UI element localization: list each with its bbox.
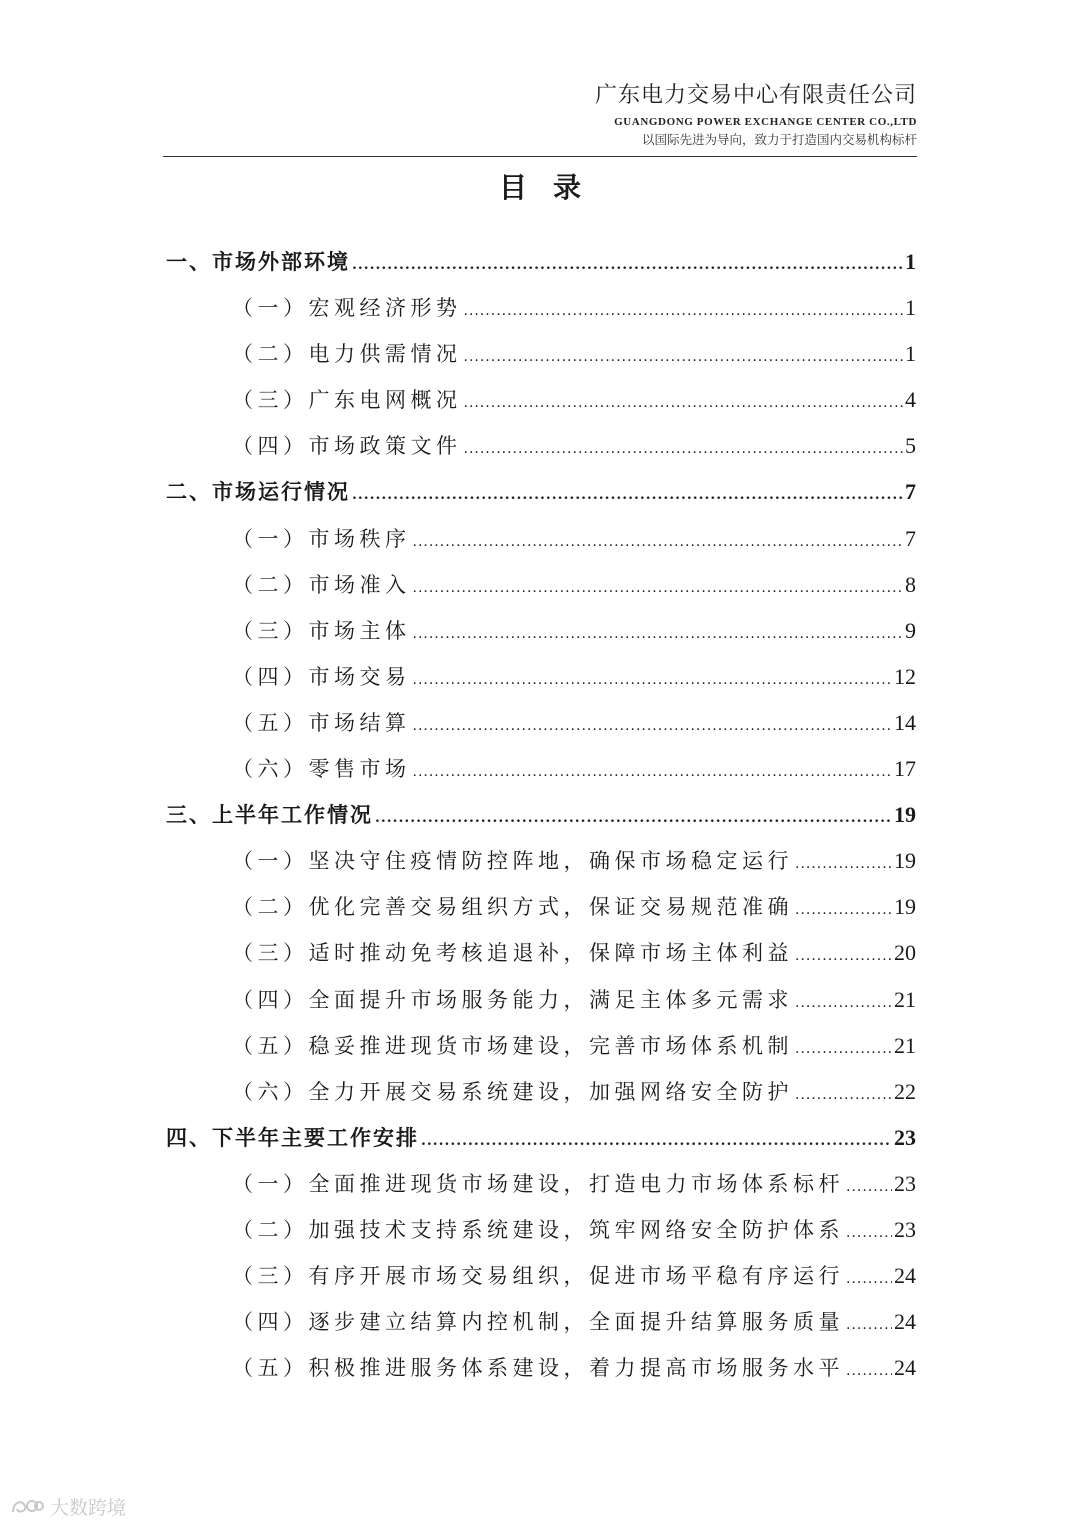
toc-dot-leader [464,380,904,426]
toc-section-entry[interactable] [166,1023,916,1069]
toc-section-entry[interactable] [166,1069,916,1115]
toc-page-number: 19 [894,802,916,828]
toc-dot-leader [413,749,893,795]
watermark-text: 大数跨境 [50,1497,127,1519]
header-divider [163,156,917,157]
toc-page-number: 24 [894,1263,916,1289]
toc-section-entry[interactable] [166,700,916,746]
toc-entry-label: （四）全面提升市场服务能力，满足主体多元需求 [232,987,793,1012]
toc-entry-label: （三）广东电网概况 [232,388,462,413]
toc-section-entry[interactable] [166,930,916,976]
toc-entry-label: （一）坚决守住疫情防控阵地，确保市场稳定运行 [232,849,793,874]
toc-section-entry[interactable] [166,1299,916,1345]
toc-page-number: 24 [894,1309,916,1335]
toc-section-entry[interactable] [166,654,916,700]
toc-page-number: 5 [905,433,916,459]
toc-dot-leader [413,565,904,611]
toc-entry-label: 二、市场运行情况 [166,480,350,505]
toc-page-number: 14 [894,709,916,735]
toc-dot-leader [464,334,904,380]
toc-dot-leader [352,242,903,288]
toc-section-entry[interactable] [166,562,916,608]
toc-section-entry[interactable] [166,1161,916,1207]
toc-entry-label: 四、下半年主要工作安排 [166,1125,419,1150]
toc-page-number: 21 [894,986,916,1012]
toc-entry-label: （二）优化完善交易组织方式，保证交易规范准确 [232,895,793,920]
toc-page-number: 21 [894,1032,916,1058]
toc-entry-label: （四）市场交易 [232,664,411,689]
watermark-logo-icon [10,1496,44,1518]
toc-chapter-entry[interactable] [166,469,916,515]
toc-entry-label: （五）市场结算 [232,710,411,735]
toc-page-number: 17 [894,756,916,782]
toc-dot-leader [413,519,904,565]
toc-section-entry[interactable] [166,1253,916,1299]
toc-entry-label: （五）积极推进服务体系建设，着力提高市场服务水平 [232,1356,844,1381]
company-english-name: GUANGDONG POWER EXCHANGE CENTER CO.,LTD [614,116,917,128]
toc-entry-label: （六）零售市场 [232,757,411,782]
toc-dot-leader [846,1302,892,1348]
toc-page-number: 24 [894,1355,916,1381]
toc-section-entry[interactable] [166,516,916,562]
toc-section-entry[interactable] [166,977,916,1023]
toc-entry-label: （二）加强技术支持系统建设，筑牢网络安全防护体系 [232,1217,844,1242]
toc-entry-label: （一）宏观经济形势 [232,296,462,321]
toc-chapter-entry[interactable] [166,1115,916,1161]
toc-entry-label: （三）市场主体 [232,618,411,643]
toc-dot-leader [413,611,904,657]
toc-page-number: 4 [905,387,916,413]
toc-section-entry[interactable] [166,285,916,331]
toc-page-number: 23 [894,1124,916,1150]
toc-page-number: 9 [905,617,916,643]
page-title: 目录 [498,171,607,204]
toc-page-number: 7 [905,479,916,505]
toc-entry-label: （六）全力开展交易系统建设，加强网络安全防护 [232,1079,793,1104]
toc-dot-leader [352,472,903,518]
toc-dot-leader [795,933,892,979]
toc-entry-label: （二）电力供需情况 [232,342,462,367]
company-slogan: 以国际先进为导向，致力于打造国内交易机构标杆 [641,132,917,147]
toc-dot-leader [464,288,904,334]
toc-dot-leader [846,1164,892,1210]
toc-dot-leader [413,657,893,703]
page-header [595,82,917,148]
table-of-contents [166,239,916,1391]
toc-entry-label: （二）市场准入 [232,572,411,597]
toc-page-number: 1 [905,341,916,367]
toc-entry-label: （一）全面推进现货市场建设，打造电力市场体系标杆 [232,1171,844,1196]
toc-page-number: 12 [894,663,916,689]
toc-page-number: 1 [905,295,916,321]
toc-dot-leader [846,1256,892,1302]
toc-page-number: 1 [905,249,916,274]
toc-page-number: 19 [894,848,916,874]
toc-section-entry[interactable] [166,331,916,377]
toc-dot-leader [464,426,904,472]
toc-entry-label: （四）逐步建立结算内控机制，全面提升结算服务质量 [232,1310,844,1335]
toc-dot-leader [795,887,892,933]
toc-dot-leader [795,1026,892,1072]
toc-section-entry[interactable] [166,608,916,654]
toc-dot-leader [421,1118,892,1164]
toc-dot-leader [846,1348,892,1394]
toc-page-number: 19 [894,894,916,920]
toc-section-entry[interactable] [166,884,916,930]
toc-page-number: 22 [894,1078,916,1104]
toc-section-entry[interactable] [166,423,916,469]
toc-chapter-entry[interactable] [166,792,916,838]
toc-page-number: 20 [894,940,916,966]
toc-section-entry[interactable] [166,746,916,792]
toc-entry-label: （三）适时推动免考核追退补，保障市场主体利益 [232,941,793,966]
toc-dot-leader [375,795,892,841]
toc-entry-label: （四）市场政策文件 [232,434,462,459]
toc-dot-leader [795,980,892,1026]
toc-chapter-entry[interactable] [166,239,916,285]
toc-entry-label: 一、市场外部环境 [166,250,350,274]
toc-entry-label: 三、上半年工作情况 [166,803,373,828]
toc-section-entry[interactable] [166,377,916,423]
toc-dot-leader [846,1210,892,1256]
watermark [10,1493,126,1520]
toc-page-number: 23 [894,1170,916,1196]
toc-dot-leader [413,703,893,749]
toc-dot-leader [795,841,892,887]
toc-entry-label: （五）稳妥推进现货市场建设，完善市场体系机制 [232,1033,793,1058]
toc-page-number: 23 [894,1216,916,1242]
toc-dot-leader [795,1072,892,1118]
company-name: 广东电力交易中心有限责任公司 [594,83,917,108]
toc-section-entry[interactable] [166,1345,916,1391]
toc-page-number: 8 [905,571,916,597]
toc-section-entry[interactable] [166,838,916,884]
toc-page-number: 7 [905,525,916,551]
toc-section-entry[interactable] [166,1207,916,1253]
toc-entry-label: （三）有序开展市场交易组织，促进市场平稳有序运行 [232,1264,844,1289]
toc-entry-label: （一）市场秩序 [232,526,411,551]
